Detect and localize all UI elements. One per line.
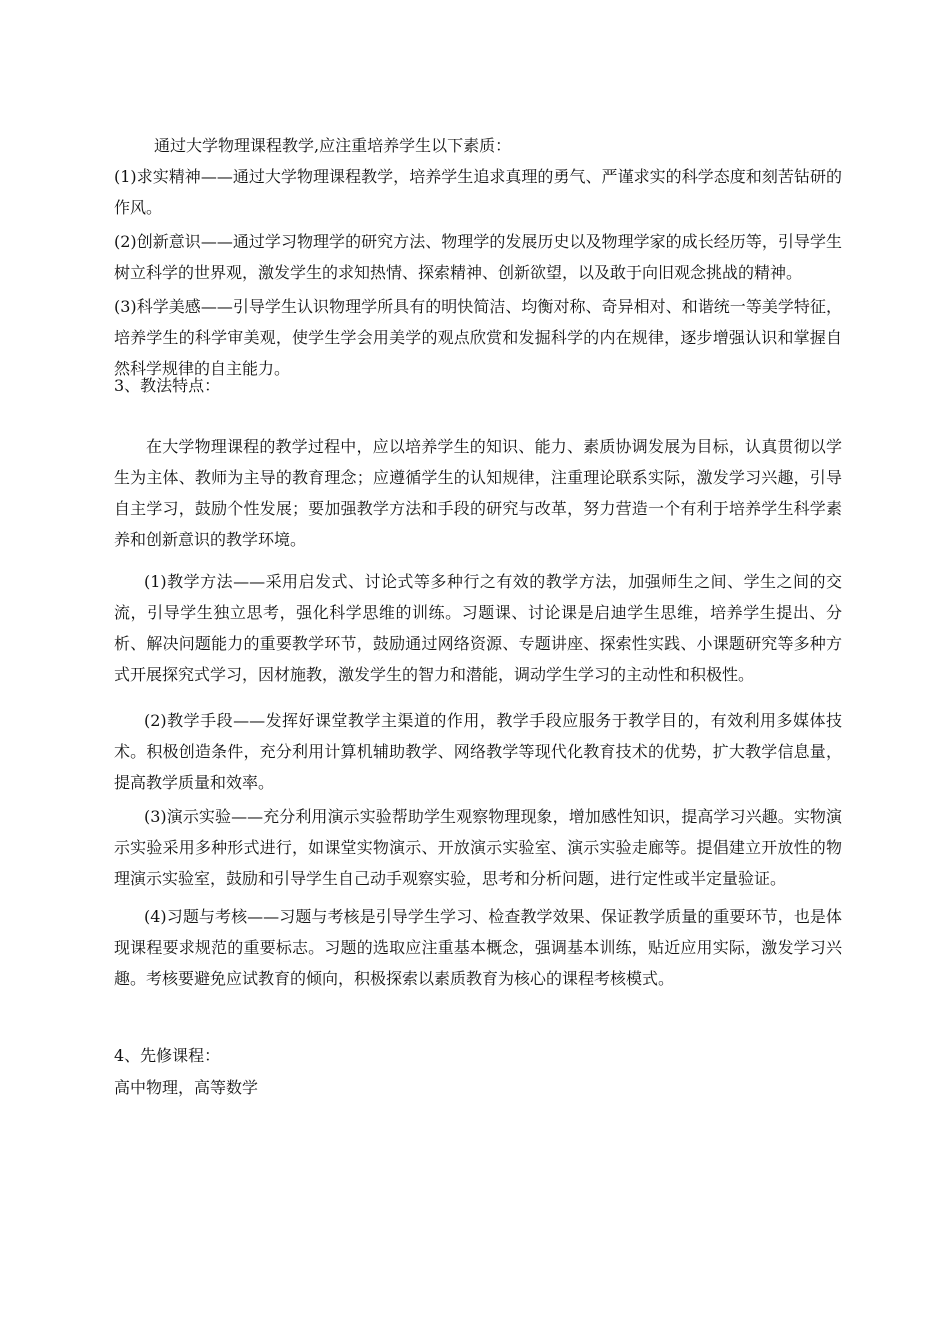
section-3-intro: 在大学物理课程的教学过程中，应以培养学生的知识、能力、素质协调发展为目标，认真贯彻以学生为主体、教师为主导的教育理念；应遵循学生的认知规律，注重理论联系实际，激发学习兴趣，引导自主学习，鼓励个性发展；要加强教学方法和手段的研究与改革，努力营造一个有利于培养学生科学素养和创新意识的教学环境。 <box>114 437 842 549</box>
teaching-means-item: (2)教学手段——发挥好课堂教学主渠道的作用，教学手段应服务于教学目的，有效利用多媒体技术。积极创造条件，充分利用计算机辅助教学、网络教学等现代化教育技术的优势，扩大教学信息量，提高教学质量和效率。 <box>114 711 842 792</box>
prerequisite-courses: 高中物理，高等数学 <box>114 1078 259 1097</box>
section-4-heading: 4、先修课程： <box>114 1046 221 1065</box>
quality-item-3: (3)科学美感——引导学生认识物理学所具有的明快简洁、均衡对称、奇异相对、和谐统一等美学特征，培养学生的科学审美观，使学生学会用美学的观点欣赏和发掘科学的内在规律，逐步增强认识和掌握自然科学规律的自主能力。 <box>114 297 842 378</box>
quality-item-2: (2)创新意识——通过学习物理学的研究方法、物理学的发展历史以及物理学家的成长经历等，引导学生树立科学的世界观，激发学生的求知热情、探索精神、创新欲望，以及敢于向旧观念挑战的精神。 <box>114 232 842 282</box>
exercise-assessment-item: (4)习题与考核——习题与考核是引导学生学习、检查教学效果、保证教学质量的重要环节，也是体现课程要求规范的重要标志。习题的选取应注重基本概念，强调基本训练，贴近应用实际，激发学习兴趣。考核要避免应试教育的倾向，积极探索以素质教育为核心的课程考核模式。 <box>114 907 842 988</box>
quality-item-1: (1)求实精神——通过大学物理课程教学，培养学生追求真理的勇气、严谨求实的科学态度和刻苦钻研的作风。 <box>114 167 842 217</box>
intro-paragraph: 通过大学物理课程教学,应注重培养学生以下素质： <box>154 136 512 155</box>
teaching-method-item: (1)教学方法——采用启发式、讨论式等多种行之有效的教学方法，加强师生之间、学生之间的交流，引导学生独立思考，强化科学思维的训练。习题课、讨论课是启迪学生思维，培养学生提出、分析、解决问题能力的重要教学环节，鼓励通过网络资源、专题讲座、探索性实践、小课题研究等多种方式开展探究式学习，因材施教，激发学生的智力和潜能，调动学生学习的主动性和积极性。 <box>114 572 842 684</box>
section-3-heading: 3、教法特点： <box>114 376 221 395</box>
demo-experiment-item: (3)演示实验——充分利用演示实验帮助学生观察物理现象，增加感性知识，提高学习兴趣。实物演示实验采用多种形式进行，如课堂实物演示、开放演示实验室、演示实验走廊等。提倡建立开放性的物理演示实验室，鼓励和引导学生自己动手观察实验，思考和分析问题，进行定性或半定量验证。 <box>114 807 842 888</box>
